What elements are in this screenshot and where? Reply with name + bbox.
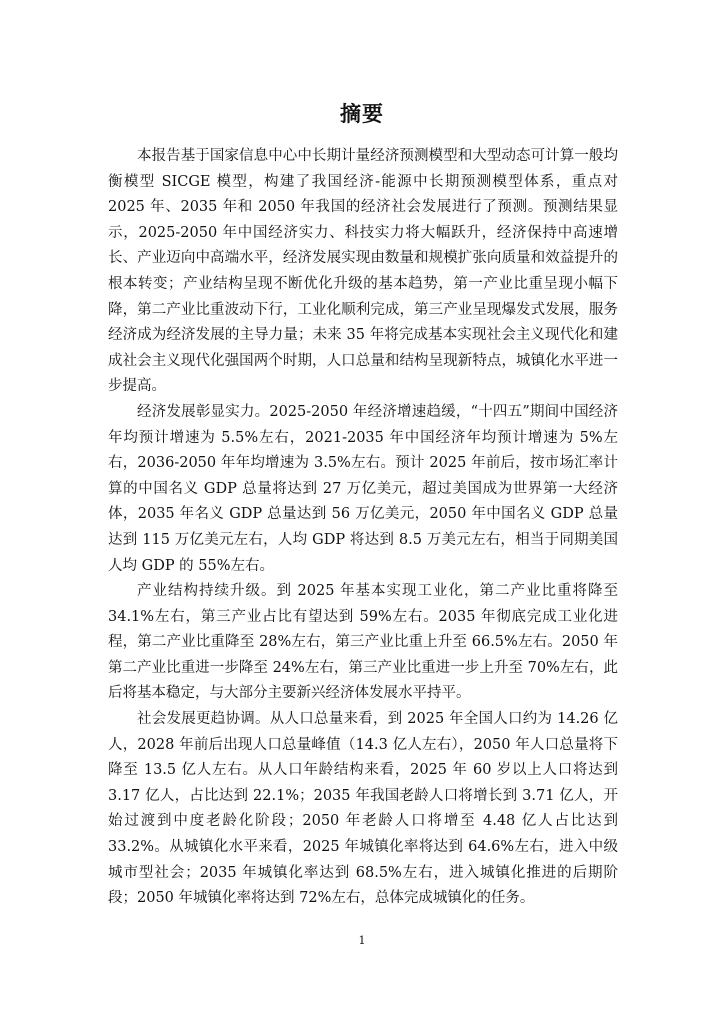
paragraph-economy: 经济发展彰显实力。2025-2050 年经济增速趋缓，“十四五”期间中国经济年均预计增速为 5.5%左右，2021-2035 年中国经济年均预计增速为 5%左右，2036-2050 年年均增速为 3.5%左右。预计 2025 年前后，按市场汇率计算的中国名义 GDP 总量将达到 27 万亿美元，超过美国成为世界第一大经济体，2035 年名义 GDP 总量达到 56 万亿美元，2050 年中国名义 GDP 总量达到 115 万亿美元左右，人均 GDP 将达到 8.5 万美元左右，相当于同期美国人均 GDP 的 55%左右。 (108, 403, 618, 574)
page-title: 摘要 (340, 102, 384, 126)
abstract-body (108, 144, 618, 912)
paragraph-intro: 本报告基于国家信息中心中长期计量经济预测模型和大型动态可计算一般均衡模型 SICGE 模型，构建了我国经济-能源中长期预测模型体系，重点对 2025 年、2035 年和 2050 年我国的经济社会发展进行了预测。预测结果显示，2025-2050 年中国经济实力、科技实力将大幅跃升，经济保持中高速增长、产业迈向中高端水平，经济发展实现由数量和规模扩张向质量和效益提升的根本转变；产业结构呈现不断优化升级的基本趋势，第一产业比重呈现小幅下降，第二产业比重波动下行，工业化顺利完成，第三产业呈现爆发式发展，服务经济成为经济发展的主导力量；未来 35 年将完成基本实现社会主义现代化和建成社会主义现代化强国两个时期，人口总量和结构呈现新特点，城镇化水平进一步提高。 (108, 148, 618, 395)
paragraph-industry: 产业结构持续升级。到 2025 年基本实现工业化，第二产业比重将降至 34.1%左右，第三产业占比有望达到 59%左右。2035 年彻底完成工业化进程，第二产业比重降至 28%左右，第三产业比重上升至 66.5%左右。2050 年第二产业比重进一步降至 24%左右，第三产业比重进一步上升至 70%左右，此后将基本稳定，与大部分主要新兴经济体发展水平持平。 (108, 583, 618, 702)
paragraph-society: 社会发展更趋协调。从人口总量来看，到 2025 年全国人口约为 14.26 亿人，2028 年前后出现人口总量峰值（14.3 亿人左右），2050 年人口总量将下降至 13.5 亿人左右。从人口年龄结构来看，2025 年 60 岁以上人口将达到 3.17 亿人，占比达到 22.1%；2035 年我国老龄人口将增长到 3.71 亿人，开始过渡到中度老龄化阶段；2050 年老龄人口将增至 4.48 亿人占比达到 33.2%。从城镇化水平来看，2025 年城镇化率将达到 64.6%左右，进入中级城市型社会；2035 年城镇化率达到 68.5%左右，进入城镇化推进的后期阶段；2050 年城镇化率将达到 72%左右，总体完成城镇化的任务。 (108, 711, 618, 907)
page-number: 1 (358, 934, 366, 947)
